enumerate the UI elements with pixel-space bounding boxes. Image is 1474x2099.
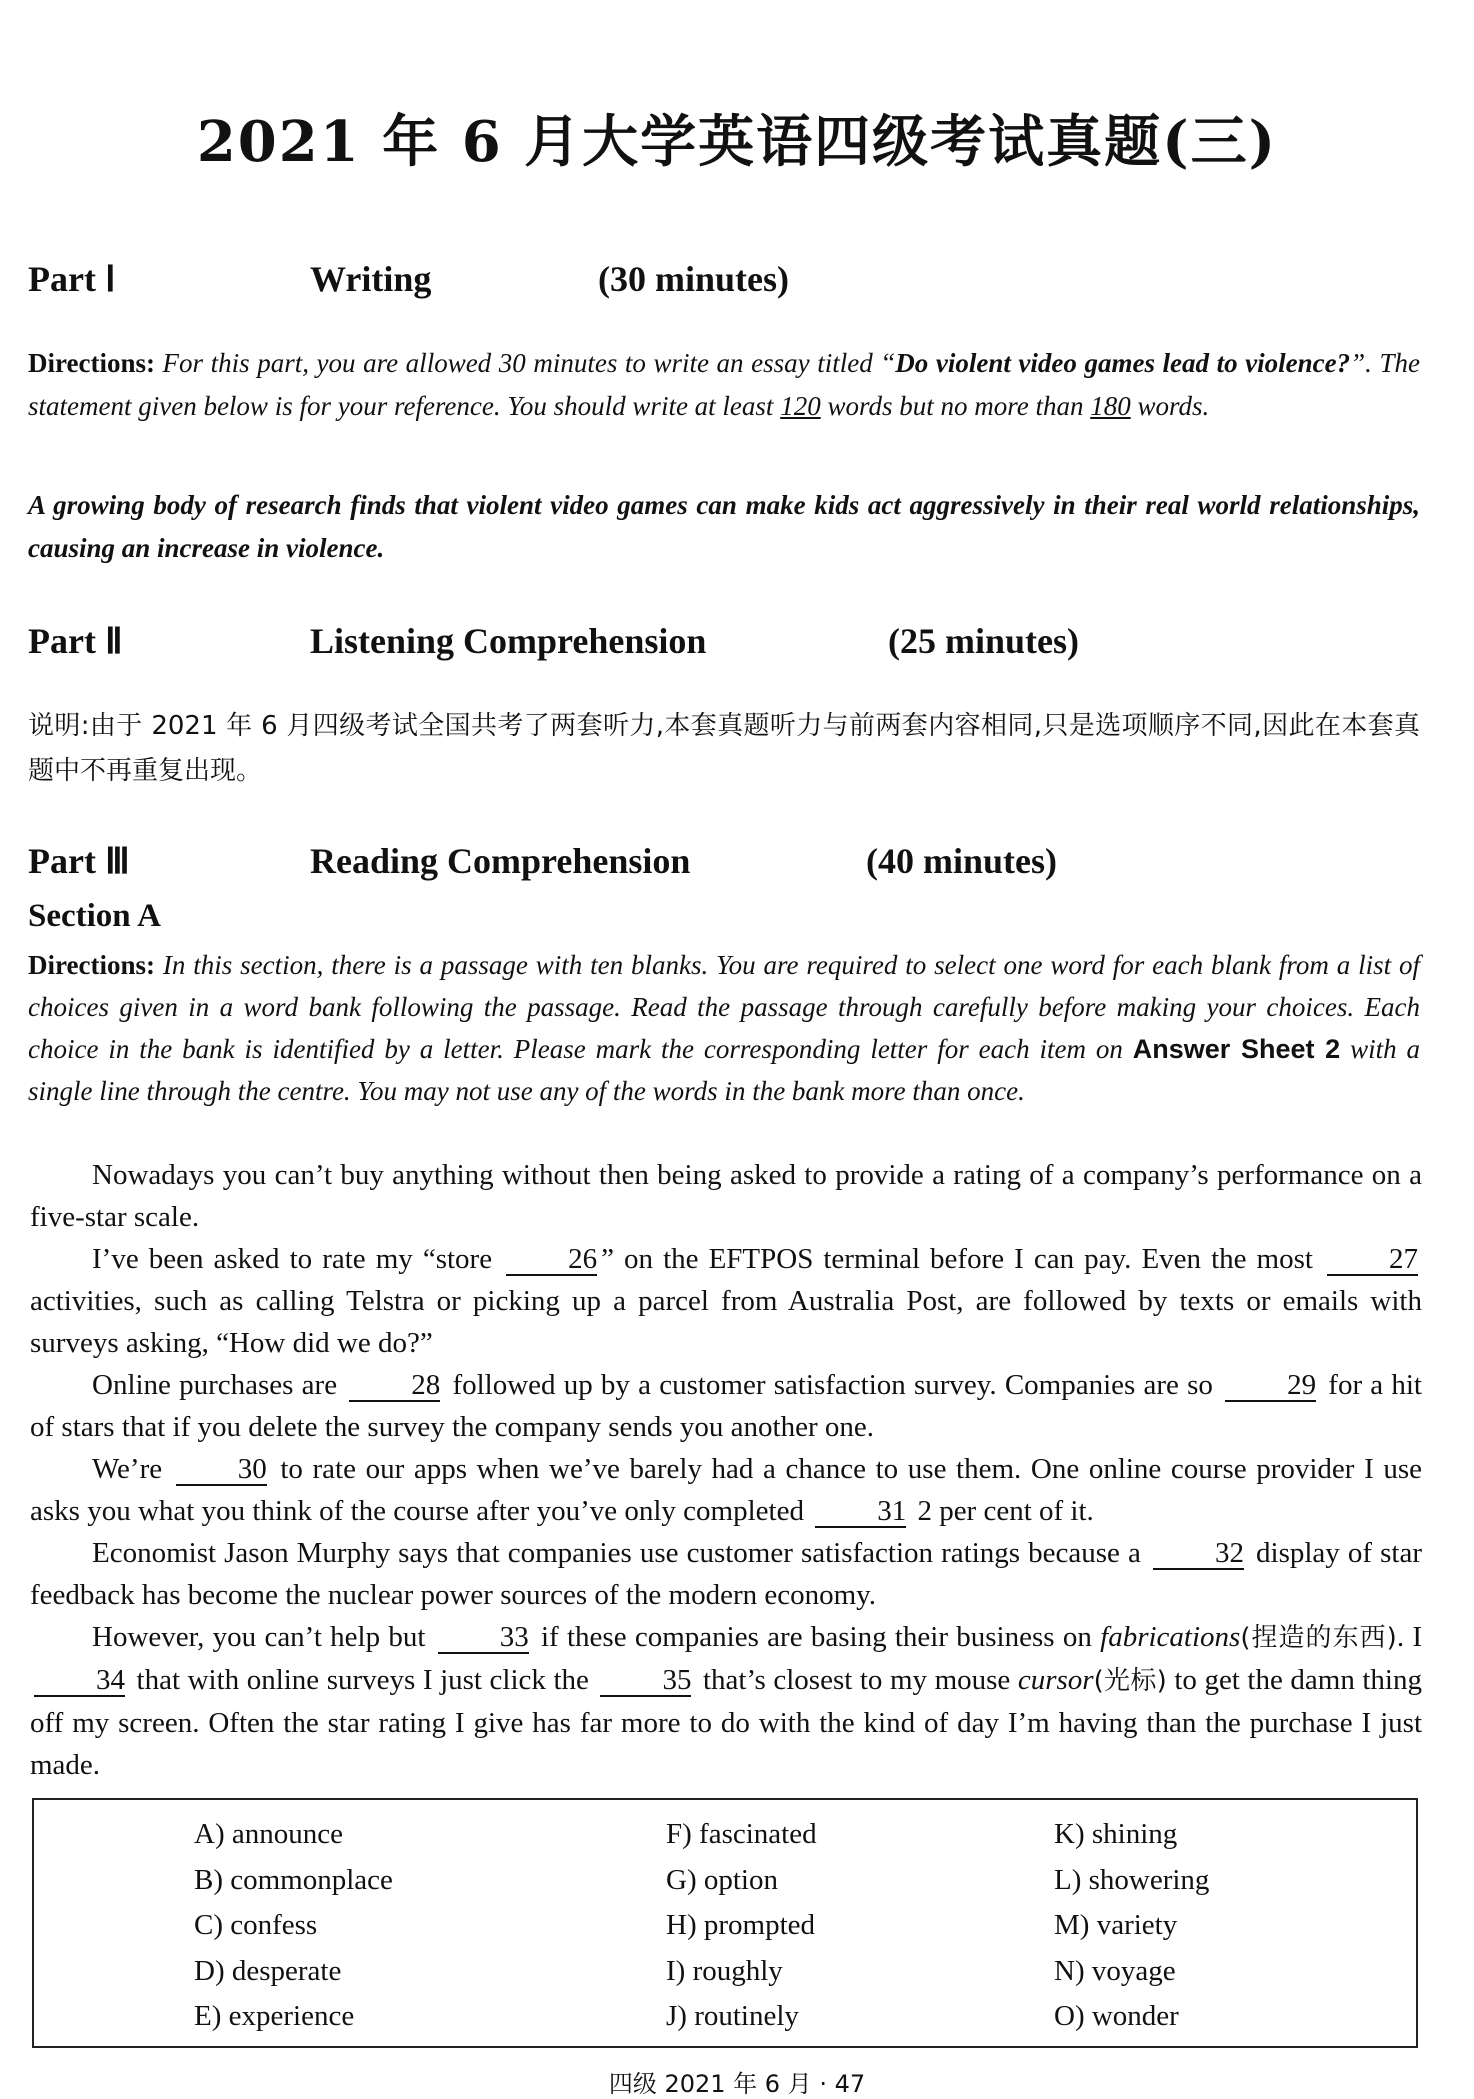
part1-directions: Directions: For this part, you are allowed 30 minutes to write an essay titled “Do violent video games lead to violence?”. The statement given below is for your reference. You should write at least 120 words but no more than 180 words. bbox=[28, 348, 1420, 421]
part2-time: (25 minutes) bbox=[888, 621, 1079, 661]
page-title: 2021 年 6 月大学英语四级考试真题(三) bbox=[196, 109, 1278, 175]
word-bank-item: G) option bbox=[666, 1863, 778, 1896]
part1-statement: A growing body of research finds that violent video games can make kids act aggressively in their real world relationships, causing an increase in violence. bbox=[28, 490, 1420, 563]
passage-paragraph: Economist Jason Murphy says that companies use customer satisfaction ratings because a 32 display of star feedback has become the nuclear power sources of the modern economy. bbox=[30, 1537, 1422, 1611]
page-footer: 四级 2021 年 6 月 · 47 bbox=[608, 2070, 866, 2098]
blank-32: 32 bbox=[1153, 1538, 1244, 1570]
word-bank-item: E) experience bbox=[194, 2000, 355, 2032]
part2-label: Part Ⅱ bbox=[28, 621, 123, 661]
part3-time: (40 minutes) bbox=[866, 841, 1057, 881]
section-a-heading: Section A bbox=[28, 898, 161, 934]
part1-name: Writing bbox=[310, 259, 432, 299]
answer-sheet-label: Answer Sheet 2 bbox=[1132, 1034, 1341, 1064]
word-bank-item: J) routinely bbox=[666, 2000, 799, 2032]
part1-label: Part Ⅰ bbox=[28, 259, 116, 299]
word-bank-item: D) desperate bbox=[194, 1954, 342, 1987]
word-bank bbox=[32, 1798, 1418, 2048]
word-bank-item: K) shining bbox=[1054, 1818, 1178, 1850]
part3-name: Reading Comprehension bbox=[310, 841, 691, 881]
word-bank-item: A) announce bbox=[194, 1818, 343, 1850]
passage-paragraph: Online purchases are 28 followed up by a customer satisfaction survey. Companies are so 29 for a hit of stars that if you delete the survey the company sends you another one. bbox=[30, 1369, 1422, 1443]
part3-heading bbox=[28, 840, 1448, 890]
word-bank-item: M) variety bbox=[1054, 1909, 1178, 1941]
blank-26: 26 bbox=[506, 1244, 597, 1276]
essay-title: Do violent video games lead to violence? bbox=[895, 348, 1351, 378]
blank-34: 34 bbox=[34, 1665, 125, 1697]
word-bank-column-3 bbox=[1054, 1812, 1209, 2040]
word-bank-item: O) wonder bbox=[1054, 2000, 1179, 2032]
passage-paragraph: Nowadays you can’t buy anything without then being asked to provide a rating of a company’s performance on a five-star scale. bbox=[30, 1159, 1422, 1233]
part1-heading bbox=[28, 258, 1448, 308]
word-bank-column-1 bbox=[194, 1812, 393, 2040]
word-bank-item: C) confess bbox=[194, 1909, 318, 1941]
part2-heading bbox=[28, 620, 1448, 670]
word-bank-item: N) voyage bbox=[1054, 1954, 1176, 1987]
word-bank-item: L) showering bbox=[1054, 1863, 1210, 1896]
word-bank-item: I) roughly bbox=[666, 1954, 783, 1987]
blank-31: 31 bbox=[815, 1496, 906, 1528]
part3-label: Part Ⅲ bbox=[28, 841, 130, 881]
word-bank-column-2 bbox=[666, 1812, 817, 2040]
blank-29: 29 bbox=[1225, 1370, 1316, 1402]
blank-28: 28 bbox=[349, 1370, 440, 1402]
passage-paragraph: I’ve been asked to rate my “store 26 ” on the EFTPOS terminal before I can pay. Even the most 27 activities, such as calling Telstra or picking up a parcel from Australia Post, are followed by texts or emails with surveys asking, “How did we do?” bbox=[30, 1243, 1422, 1359]
blank-33: 33 bbox=[438, 1622, 529, 1654]
blank-27: 27 bbox=[1327, 1244, 1418, 1276]
word-bank-item: H) prompted bbox=[666, 1909, 815, 1941]
part2-name: Listening Comprehension bbox=[310, 621, 707, 661]
part3-directions: Directions: In this section, there is a passage with ten blanks. You are required to select one word for each blank from a list of choices given in a word bank following the passage. Read the passage through carefully before making your choices. Each choice in the bank is identified by a letter. Please mark the corresponding letter for each item on Answer Sheet 2 with a single line through the centre. You may not use any of the words in the bank more than once. bbox=[28, 950, 1420, 1106]
passage-paragraph: We’re 30 to rate our apps when we’ve barely had a chance to use them. One online course provider I use asks you what you think of the course after you’ve only completed 31 2 per cent of it. bbox=[30, 1453, 1422, 1527]
part2-note: 说明:由于 2021 年 6 月四级考试全国共考了两套听力,本套真题听力与前两套内容相同,只是选项顺序不同,因此在本套真题中不再重复出现。 bbox=[28, 711, 1420, 786]
reading-passage bbox=[30, 1154, 1422, 1786]
word-bank-item: B) commonplace bbox=[194, 1863, 393, 1896]
word-bank-item: F) fascinated bbox=[666, 1818, 817, 1850]
blank-30: 30 bbox=[176, 1454, 267, 1486]
part1-time: (30 minutes) bbox=[598, 259, 789, 299]
passage-paragraph: However, you can’t help but 33 if these companies are basing their business on fabrications(捏造的东西). I 34 that with online surveys I just click the 35 that’s closest to my mouse cursor(光标) to get the damn thing off my screen. Often the star rating I give has far more to do with the kind of day I’m having than the purchase I just made. bbox=[30, 1621, 1423, 1781]
blank-35: 35 bbox=[600, 1665, 691, 1697]
